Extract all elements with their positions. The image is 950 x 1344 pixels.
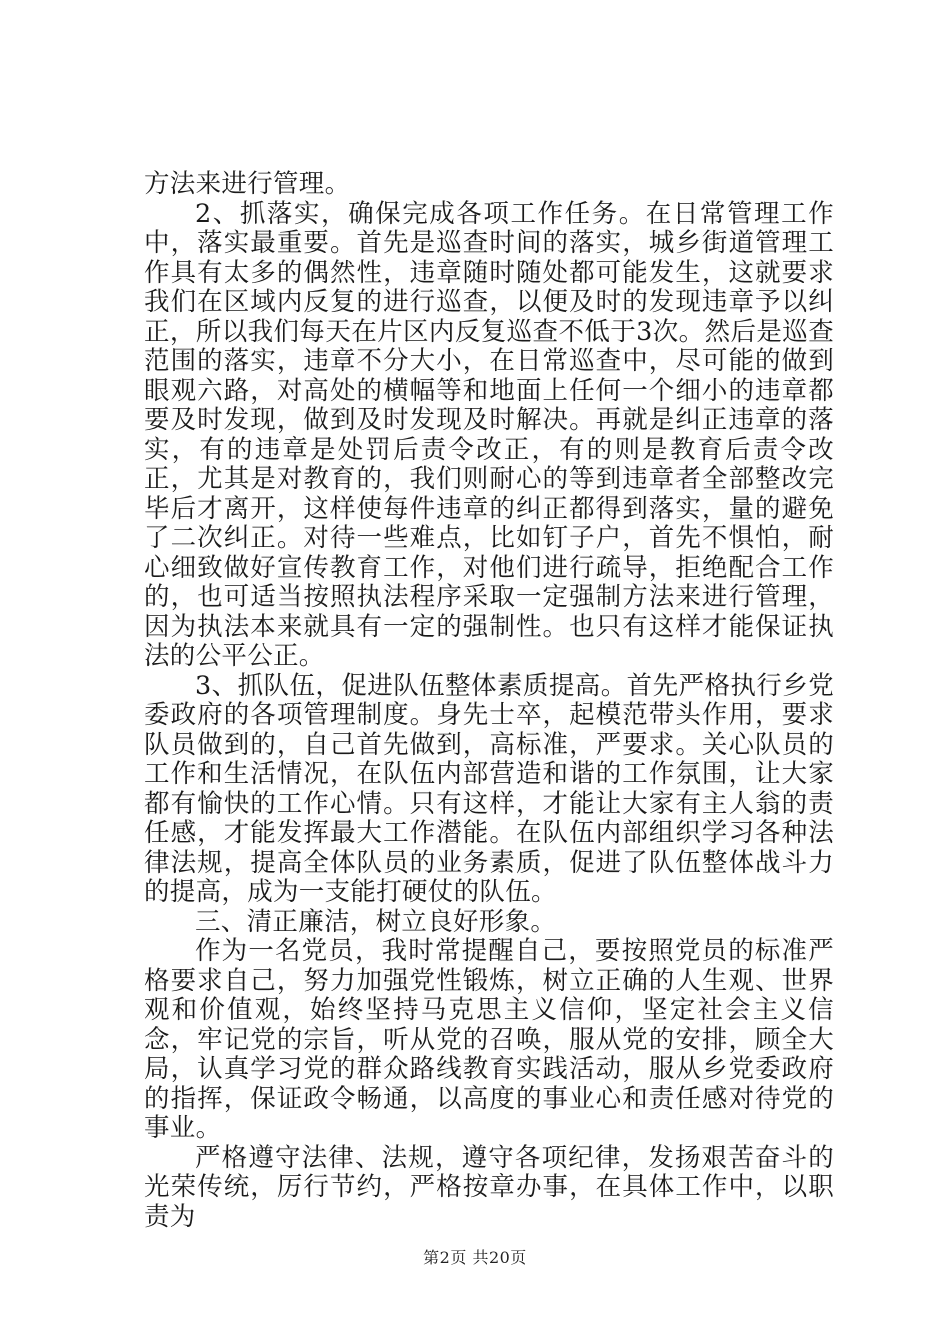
paragraph-party-member: 作为一名党员，我时常提醒自己，要按照党员的标准严格要求自己，努力加强党性锻炼，树立正确的人生观、世界观和价值观，始终坚持马克思主义信仰，坚定社会主义信念，牢记党的宗旨，听从党的召唤，服从党的安排，顾全大局，认真学习党的群众路线教育实践活动，服从乡党委政府的指挥，保证政令畅通，以高度的事业心和责任感对待党的事业。	[144, 936, 834, 1143]
paragraph-continuation: 方法来进行管理。	[144, 169, 351, 199]
page-number-footer: 第2页 共20页	[423, 1248, 527, 1267]
paragraph-item-2: 2、抓落实，确保完成各项工作任务。在日常管理工作中，落实最重要。首先是巡查时间的落实，城乡街道管理工作具有太多的偶然性，违章随时随处都可能发生，这就要求我们在区域内反复的进行巡查，以便及时的发现违章予以纠正，所以我们每天在片区内反复巡查不低于3次。然后是巡查范围的落实，违章不分大小，在日常巡查中，尽可能的做到眼观六路，对高处的横幅等和地面上任何一个细小的违章都要及时发现，做到及时发现及时解决。再就是纠正违章的落实，有的违章是处罚后责令改正，有的则是教育后责令改正，尤其是对教育的，我们则耐心的等到违章者全部整改完毕后才离开，这样使每件违章的纠正都得到落实，量的避免了二次纠正。对待一些难点，比如钉子户，首先不惧怕，耐心细致做好宣传教育工作，对他们进行疏导，拒绝配合工作的，也可适当按照执法程序采取一定强制方法来进行管理，因为执法本来就具有一定的强制性。也只有这样才能保证执法的公平公正。	[144, 198, 834, 671]
paragraph-discipline: 严格遵守法律、法规，遵守各项纪律，发扬艰苦奋斗的光荣传统，厉行节约，严格按章办事，在具体工作中，以职责为	[144, 1142, 834, 1232]
document-body	[144, 170, 834, 1232]
section-heading-3: 三、清正廉洁，树立良好形象。	[195, 906, 557, 937]
paragraph-item-3: 3、抓队伍，促进队伍整体素质提高。首先严格执行乡党委政府的各项管理制度。身先士卒，起模范带头作用，要求队员做到的，自己首先做到，高标准，严要求。关心队员的工作和生活情况，在队伍内部营造和谐的工作氛围，让大家都有愉快的工作心情。只有这样，才能让大家有主人翁的责任感，才能发挥最大工作潜能。在队伍内部组织学习各种法律法规，提高全体队员的业务素质，促进了队伍整体战斗力的提高，成为一支能打硬仗的队伍。	[144, 670, 834, 907]
